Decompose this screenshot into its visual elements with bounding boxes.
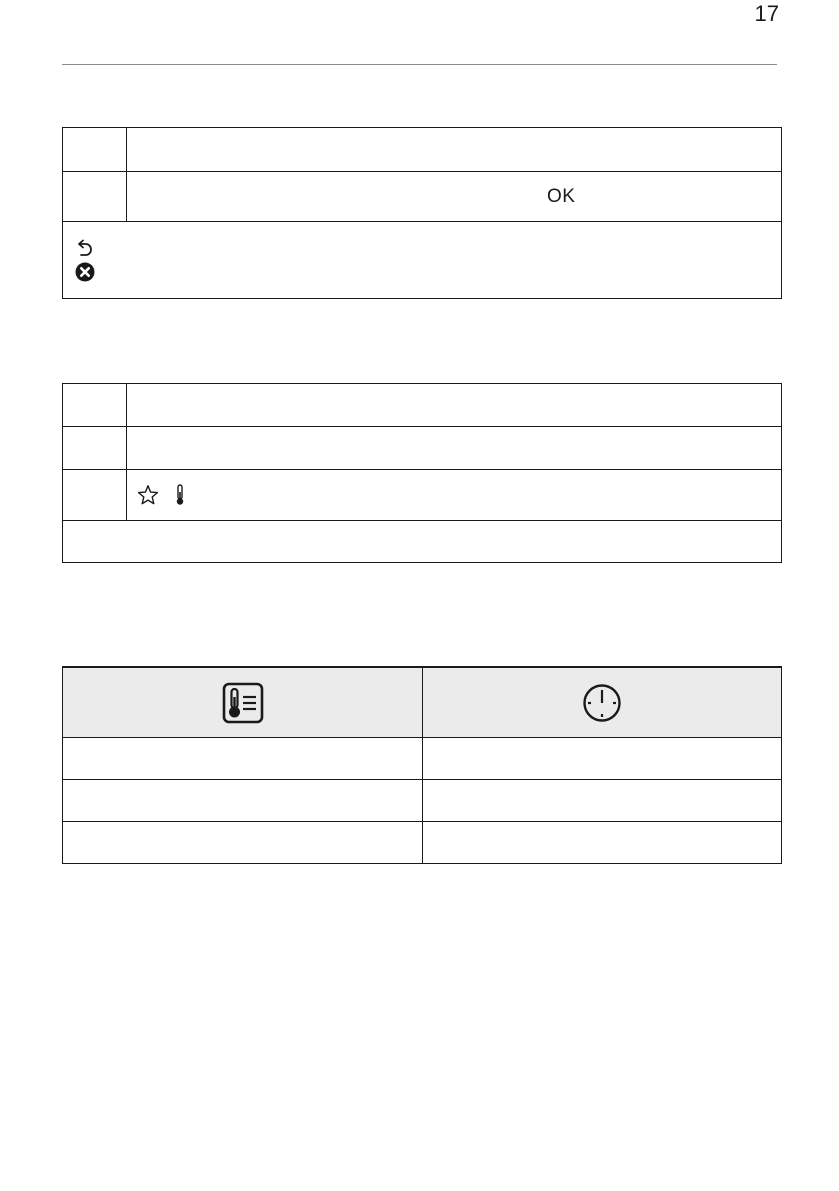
table-row <box>63 738 782 780</box>
table-row <box>63 822 782 864</box>
star-outline-icon <box>137 484 159 506</box>
table-row <box>63 384 782 427</box>
table-cell <box>63 738 423 780</box>
table-2 <box>62 383 782 563</box>
table-row <box>63 128 782 172</box>
thermometer-icon <box>175 484 185 506</box>
table-1 <box>62 127 782 299</box>
table-cell <box>423 780 782 822</box>
column-header-clock <box>423 667 782 738</box>
table-cell <box>63 780 423 822</box>
table-row <box>63 470 782 521</box>
step-cell <box>63 384 127 427</box>
table-row <box>63 427 782 470</box>
column-header-food-sensor <box>63 667 423 738</box>
table-header-row <box>63 667 782 738</box>
clock-icon <box>582 683 622 723</box>
table-row <box>63 172 782 222</box>
instruction-cell <box>127 427 782 470</box>
cancel-x-circle-icon <box>75 262 95 282</box>
page-number: 17 <box>754 1 779 26</box>
instruction-cell <box>127 128 782 172</box>
instruction-cell <box>127 470 782 521</box>
undo-arrow-icon <box>75 238 93 258</box>
table-row <box>63 780 782 822</box>
table-row <box>63 521 782 563</box>
table-cell <box>63 822 423 864</box>
instruction-cell <box>127 384 782 427</box>
table-cell <box>423 822 782 864</box>
ok-key-label: OK <box>547 185 576 207</box>
food-sensor-thermometer-icon <box>222 682 264 724</box>
header-rule <box>62 64 777 65</box>
step-cell <box>63 470 127 521</box>
note-cell <box>63 222 782 299</box>
step-cell <box>63 172 127 222</box>
table-row <box>63 222 782 299</box>
step-cell <box>63 128 127 172</box>
table-3 <box>62 666 782 864</box>
instruction-cell <box>127 172 782 222</box>
note-cell <box>63 521 782 563</box>
step-cell <box>63 427 127 470</box>
table-cell <box>423 738 782 780</box>
